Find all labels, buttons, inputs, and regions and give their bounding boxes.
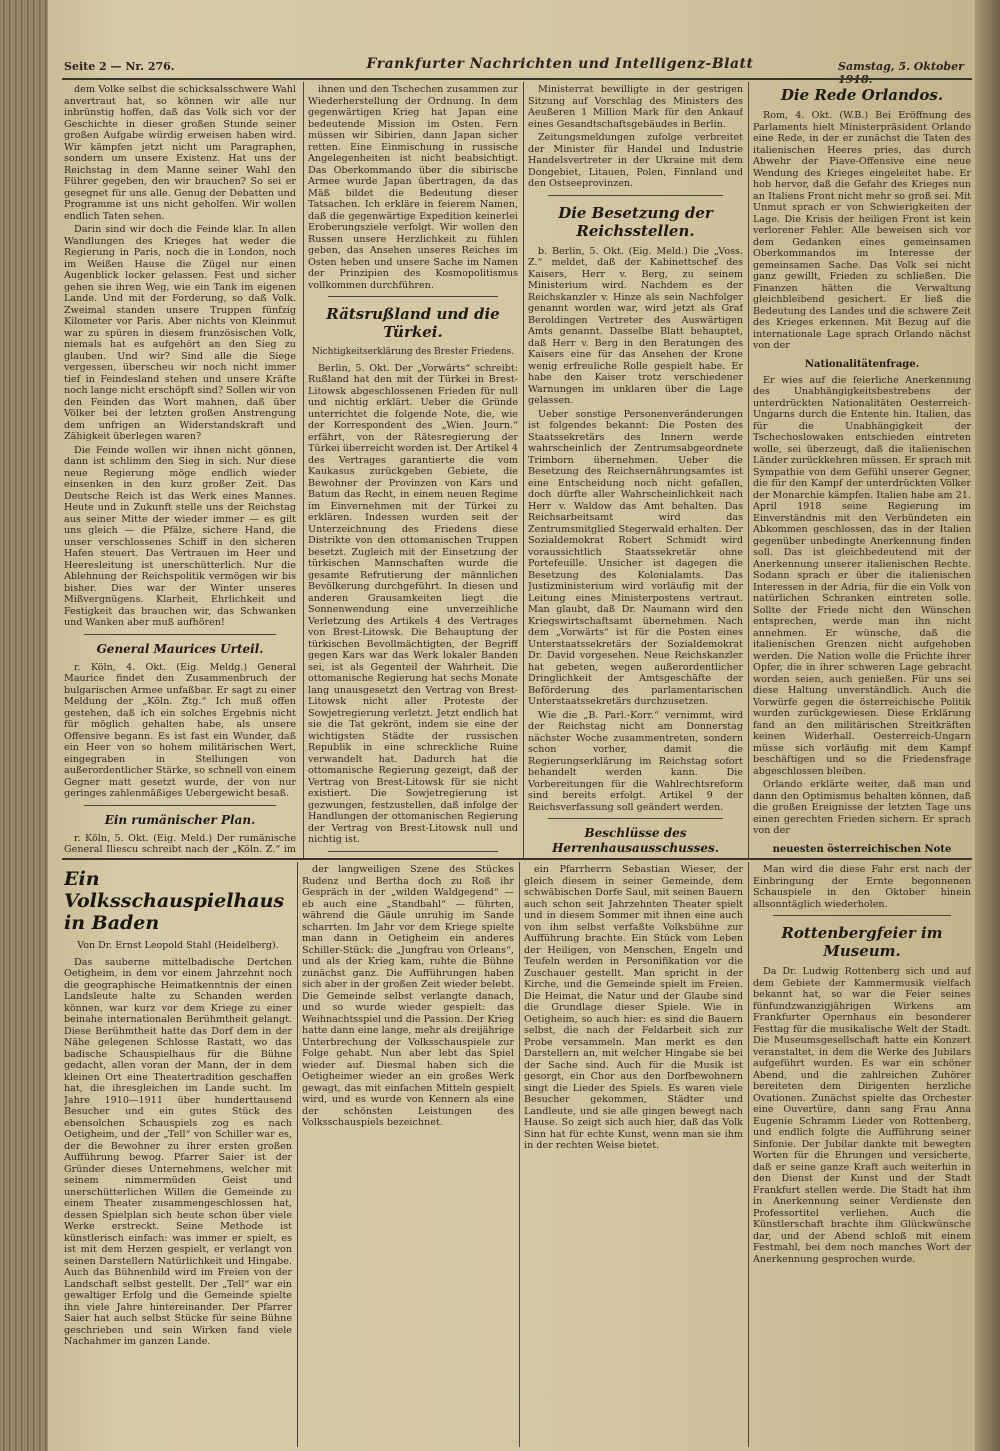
article-text: ein Pfarrherrn Sebastian Wieser, der gleich diesem in seiner Gemeinde, dem schwäbischen Dorfe Saul, mit seinen Bauern auch schon seit Jahrzehnten Theater spielt und in diesem Sommer mit ihnen eine auch von ihm selbst verfaßte Volksbühne zur Aufführung brachte. Ein Stück vom Leben der Heiligen, von Menschen, Engeln und Teufeln werden in Personifikation vor die Zuschauer gestellt. Man spricht in der Kirche, und die Gemeinde spielt im Freien. Die Heimat, die Natur und der Glaube sind die Grundlage dieser Spiele. Wie in Oetigheim, so auch hier: es sind die Bauern selbst, die nach der Feldarbeit sich zur Probe versammeln. Man merkt es den Darstellern an, mit welcher Hingabe sie bei der Sache sind. Auch für die Musik ist gesorgt, ein Chor aus den Dorfbewohnern singt die Lieder des Spiels. Es waren viele Besucher gekommen, Städter und Landleute, und sie alle gingen bewegt nach Hause. So zeigt sich auch hier, daß das Volk Sinn hat für echte Kunst, wenn man sie ihm in der rechten Weise bietet. [524,864,743,1151]
headline-rottenbergfeier: Rottenbergfeier im Museum. [781,924,943,960]
article-text: Man wird die diese Fahr erst nach der Einbringung der Ernte begonnenen Schauspiele in den Oktober hinein allsonntäglich wiederholen. [753,864,971,910]
article-text: Er wies auf die feierliche Anerkennung des Unabhängigkeitsbestrebens der unterdrückten Nationalitäten Oesterreich-Ungarns durch die Entente hin. Italien, das für die Unabhängigkeit der Tschechoslowaken entschieden eintreten wolle, sei überzeugt, daß die italienischen Länder zurückkehren müssen. Er sprach mit Sympathie von dem Gefühl unserer Gegner, die für den Kampf der unterdrückten Völker der Monarchie kämpfen. Italien habe am 21. April 1918 seine Regierung im Einverständnis mit den Verbündeten ein Abkommen geschlossen, das in der Italien gegenüber unbedingte Anerkennung finden soll. Das ist gleichbedeutend mit der Anerkennung unserer italienischen Rechte. Sodann sprach er über die italienischen Interessen in der Adria, für die ein Volk von natürlichen Schranken eintreten solle. Sollte der Friede nicht den Wünschen entsprechen, werde man ihn nicht annehmen. Er wünsche, daß die italienischen Grenzen nicht aufgehoben werden. Die Nation wolle die Früchte ihrer Opfer, die in ihrer schweren Lage gebracht worden seien, auch genießen. Für uns sei diese Haltung unverständlich. Auch die Vorwürfe gegen die österreichische Politik wurden zurückgewiesen. Diese Erklärung fand an den militärischen Streitkräften keinen Widerhall. Oesterreich-Ungarn müsse sich vorläufig mit dem Kampf beschäftigen und so die Friedensfrage abgeschlossen bleiben. [753,374,971,777]
article-text: Ministerrat bewilligte in der gestrigen Sitzung auf Vorschlag des Ministers des Aeußeren 1 Million Mark für den Ankauf eines Gesandtschaftsgebäudes in Berlin. [528,84,743,130]
subheadline-nationalitaetenfrage: Nationalitätenfrage. [804,358,920,370]
article-separator [548,195,723,196]
article-text: Berlin, 5. Okt. Der „Vorwärts“ schreibt: Rußland hat den mit der Türkei in Brest-Litowsk abgeschlossenen Frieden für null und nichtig erklärt. Ueber die Gründe unterrichtet die folgende Note, die, wie der Korrespondent des „Wien. Journ.“ erfährt, von der Rätesregierung der Türkei überreicht worden ist. Der Artikel 4 des Vertrages garantierte die vom Kaukasus zurückgeben Gebiete, die Bewohner der Provinzen von Kars und Batum das Recht, in einem neuen Regime im Einvernehmen mit der Türkei zu erklären. Indessen wurden seit der Unterzeichnung des Friedens diese Distrikte von den ottomanischen Truppen besetzt. Zugleich mit der Einsetzung der türkischen Mannschaften wurde die gesamte Refrutierung der männlichen Bevölkerung durchgeführt. In diesen und anderen Grausamkeiten liegt die Sonnenwendung eine unverzeihliche Verletzung des Artikels 4 des Vertrages von Brest-Litowsk. Die Behauptung der türkischen Bevollmächtigten, der Begriff gegen Kars war das Werk lokaler Banden sei, ist als Gegenteil der Wahrheit. Die ottomanische Regierung hat sechs Monate lang unausgesetzt den Vertrag von Brest-Litowsk nicht aller Proteste der Sowjetregierung verletzt. Jetzt endlich hat sie die Tat gekrönt, indem sie eine der wichtigsten Städte der russischen Republik in eine schreckliche Ruine verwandelt hat. Dadurch hat die ottomanische Regierung gezeigt, daß der Vertrag von Brest-Litowsk für sie nicht existiert. Die Sowjetregierung ist gezwungen, festzustellen, daß infolge der Handlungen der ottomanischen Regierung der Vertrag von Brest-Litowsk null und nichtig ist. [308,362,518,845]
article-text: r. Köln, 4. Okt. (Eig. Meldg.) General Maurice findet den Zusammenbruch der bulgarischen Armee unfaßbar. Er sagt zu einer Meldung der „Köln. Ztg.“ Ich muß offen gestehen, daß ich ein solches Ergebnis nicht für möglich gehalten habe, als unsere Offensive begann. Es ist fast ein Wunder, daß ein Heer von so hohem militärischen Wert, eingegraben in Stellungen von außerordentlicher Stärke, so schnell von einem Gegner matt gesetzt wurde, der von nur geringes zahlenmäßiges Uebergewicht besaß. [64,661,296,799]
article-separator [773,915,951,916]
headline-herrenhausausschuss: Beschlüsse des Herrenhausausschusses. [552,826,719,855]
article-text: Darin sind wir doch die Feinde klar. In allen Wandlungen des Krieges hat weder die Regierung in Paris, noch die in London, noch im Weißen Hause die Zügel nur einen Augenblick locker gelassen. Fest und sicher gehen sie ihren Weg, wie ein Tank im eigenen Lande. Und mit der Forderung, so daß Volk. Zweimal standen unsere Truppen fünfzig Kilometer vor Paris. Aber nichts von Kleinmut war zu spüren in diesem französischen Volk, niemals hat es aufgehört an den Sieg zu glauben. Und wir? Sind alle die Siege vergessen, überscheu wir noch nicht immer tief in Feindesland stehen und unsere Kräfte noch lange nicht erschöpft sind? Sollen wir von den Feinden das Wort mahnen, daß über Völker bei der letzten großen Anstrengung dem unfrigen an Widerstandskraft und Zähigkeit überlegen waren? [64,224,296,442]
headline-rede-orlandos: Die Rede Orlandos. [780,86,944,104]
feuilleton-column-4 [753,864,971,1444]
article-separator [84,634,276,635]
page-label: Seite 2 — Nr. 276. [64,60,175,73]
article-text: Zeitungsmeldungen zufolge verbreitet der Minister für Handel und Industrie Handelsvertreter in der Ukraine mit dem Dongebiet, Litauen, Polen, Finnland und den Ostseeprovinzen. [528,132,743,189]
column-1 [64,84,296,856]
headline-besetzung-reichsstellen: Die Besetzung der Reichsstellen. [558,203,713,240]
headline-volksschauspielhaus: Ein Volksschauspielhaus in Baden [64,868,285,934]
headline-rumaenischer-plan: Ein rumänischer Plan. [104,812,256,827]
column-rule [523,82,524,858]
article-separator [548,818,723,819]
article-separator [328,851,498,852]
feuilleton-column-3 [524,864,743,1444]
column-2 [308,84,518,856]
article-text: Wie die „B. Parl.-Korr.“ vernimmt, wird der Reichstag nicht am Donnerstag nächster Woche zusammentreten, sondern schon vorher, damit die Regierungserklärung im Reichstag sofort behandelt werden kann. Die Vorbereitungen für die Wahlrechtsreform sind bereits erfolgt. Artikel 9 der Reichsverfassung soll geändert werden. [528,709,743,813]
article-text: ihnen und den Tschechen zusammen zur Wiederherstellung der Ordnung. In dem gegenwärtigen Krieg hat Japan eine bedeutende Mission im Osten. Fern müssen wir Sibirien, dann Japan sicher retten. Eine Einmischung in russische Angelegenheiten ist nicht beabsichtigt. Das Oberkommando über die sibirische Armee wurde Japan übertragen, da das Mäß bildet die Bedeutung dieser Tatsachen. Ich erkläre in feierem Namen, daß die gegenwärtige Expedition keinerlei Eroberungsziele verfolgt. Wir wollen den Russen unsere Herzlichkeit zu fühlen geben, das Ansehen unseres Reiches im Osten heben und unsere Sache im Namen der Prinzipien des Kosmopolitismus vollkommen durchführen. [308,84,518,291]
article-text: b. Berlin, 5. Okt. (Eig. Meld.) Die „Voss. Z.“ meldet, daß der Kabinettschef des Kaisers, Herr v. Berg, zu seinem Ministerium wird. Nachdem es der Reichskanzler v. Hinze als sein Nachfolger genannt worden war, wird jetzt als Graf Beroldingen Vertreter des Auswärtigen Amts genannt. Dasselbe Blatt behauptet, daß Herr v. Berg in den Beratungen des Kaisers eine für das Ansehen der Krone wenig erfreuliche Rolle gespielt habe. Er habe den Kaiser trotz verschiedener Warnungen im unklaren über die Lage gelassen. [528,245,743,406]
column-rule [748,862,749,1447]
article-text: der langweiligen Szene des Stückes Rudenz und Bertha doch zu Roß ihr Gespräch in der „wilden Waldgegend“ — eb auch eine „Standbahl“ — führten, während die Gäule unruhig im Sande scharrten. Im Jahr vor dem Kriege spielte man dann in Oetigheim ein anderes Schiller-Stück: die „Jungfrau von Orleans“, und als der Krieg kam, ruhte die Bühne zunächst ganz. Die Aufführungen haben sich aber in der großen Zeit wieder belebt. Die Gemeinde selbst verlangte danach, und so wurde wieder gespielt: das Weihnachtsspiel und die Passion. Der Krieg hatte dann eine lange, mehr als dreijährige Unterbrechung der Volksschauspiele zur Folge gehabt. Nun aber lebt das Spiel wieder auf. Diesmal haben sich die Oetigheimer wieder an ein großes Werk gewagt, das mit einfachen Mitteln gespielt wird, und es wurde von Kennern als eine der schönsten Leistungen des Volksschauspiels bezeichnet. [302,864,514,1128]
article-text: Rom, 4. Okt. (W.B.) Bei Eröffnung des Parlaments hielt Ministerpräsident Orlando eine Rede, in der er zunächst die Taten des italienischen Heeres pries, das durch Abwehr der Piave-Offensive eine neue Wendung des Krieges eingeleitet habe. Er hob hervor, daß die Gefahr des Krieges nun an Italiens Front nicht mehr so groß sei. Mit Unmut sprach er von Schwierigkeiten der Lage. Die Krisis der heiligen Front ist kein verlorener Fehler. Alle beweisen sich vor dem Gedanken eines gemeinsamen Oberkommandos im Interesse der gemeinsamen Sache. Das Volk sei nicht ganz gewillt, Frieden zu schließen. Die Finanzen hätten die Verwaltung gleichbleibend gesichert. Er ließ die Bedeutung des Landes und die schwere Zeit des Krieges erkennen. Mit Bezug auf die internationale Lage sprach Orlando nächst von der [753,110,971,351]
article-text: r. Köln, 5. Okt. (Eig. Meld.) Der rumänische General Iliescu schreibt nach der „Köln. Z.“ im [64,832,296,855]
column-rule [303,82,304,858]
feuilleton-column-2 [302,864,514,1444]
byline: Von Dr. Ernst Leopold Stahl (Heidelberg). [77,940,279,951]
masthead: Frankfurter Nachrichten und Intelligenz-Blatt [366,56,754,72]
article-separator [328,296,498,297]
header-rule [62,78,972,80]
column-rule [519,862,520,1447]
issue-date: Samstag, 5. Oktober [838,60,964,73]
article-text: dem Volke selbst die schicksalsschwere Wahl anvertraut hat, so können wir alle nur inbrünstig hoffen, daß das Volk sich vor der Geschichte in dieser großen Stunde seiner großen Aufgabe würdig erweisen haben wird. Wir kämpfen jetzt nicht um Paragraphen, sondern um unsere Existenz. Hat uns der Reichstag in dem Manne seiner Wahl den Führer gegeben, den wir brauchen? So sei er gesegnet für uns alle. Genug der Debatten und Programme ist uns nicht geholfen. Wir wollen endlich Taten sehen. [64,84,296,222]
column-4 [753,84,971,856]
page-edge [975,0,1000,1451]
headline-maurice: General Maurices Urteil. [96,641,264,656]
article-text: Die Feinde wollen wir ihnen nicht gönnen, dann ist schlimm den Sieg in sich. Nur diese neue Regierung möge endlich wieder einsenken in den kurz großer Zeit. Das Deutsche Reich ist das Werk eines Mannes. Heute und in Zukunft stelle uns der Reichstag aus seiner Mitte der wieder immer — es gilt uns gleich — die Pfälze, sichere Hand, die unser verschlossenes Schiff in den sicheren Hafen steuert. Das Vertrauen im Heer und Heeresleitung ist unerschütterlich. Nur die Ablehnung der Reichspolitik vermögen wir bis bisher. Dies war der Winter unseres Mißvergnügens. Klarheit, Ehrlichkeit und Festigkeit das brauchen wir, das Schwanken und Wanken aber muß aufhören! [64,444,296,628]
feuilleton-column-1 [64,864,292,1444]
article-text: Orlando erklärte weiter, daß man und dann den Optimismus behalten können, daß die großen Ereignisse der letzten Tage uns einen gerechten Frieden sichern. Er sprach von der [753,779,971,836]
book-binding [0,0,48,1451]
article-text: Da Dr. Ludwig Rottenberg sich und auf dem Gebiete der Kammermusik vielfach bekannt hat, so war die Feier seines fünfundzwanzigjährigen Wirkens am Frankfurter Opernhaus ein besonderer Festtag für die musikalische Welt der Stadt. Die Museumsgesellschaft hatte ein Konzert veranstaltet, in dem die Werke des Jubilars aufgeführt wurden. Es war ein schöner Abend, und die zahlreichen Zuhörer bereiteten dem Dirigenten herzliche Ovationen. Zunächst spielte das Orchester eine Ouvertüre, dann sang Frau Anna Eugenie Schramm Lieder von Rottenberg, und endlich folgte die Aufführung seiner Sinfonie. Der Jubilar dankte mit bewegten Worten für die Ehrungen und versicherte, daß er seine ganze Kraft auch weiterhin in den Dienst der Kunst und der Stadt Frankfurt stellen werde. Die Stadt hat ihm in Anerkennung seiner Verdienste den Professortitel verliehen. Auch die Künstlerschaft brachte ihm Glückwünsche dar, und der Abend schloß mit einem Festmahl, bei dem noch manches Wort der Anerkennung gesprochen wurde. [753,966,971,1265]
article-separator [84,805,276,806]
column-rule [748,82,749,858]
subheadline-note: neuesten österreichischen Note [772,843,952,855]
article-text: Das sauberne mittelbadische Dertchen Oetigheim, in dem vor einem Jahrzehnt noch die geographische Heimatkenntnis der einen Landsleute halte zu Schanden werden können, war kurz vor dem Kriege zu einer beinahe internationalen Berühmtheit gelangt. Diese Berühmtheit hatte das Dorf dem in der Nähe gelegenen Schlosse Rastatt, wo das badische Schauspielhaus für die Bühne gedacht, allen voran der Mann, der in dem kleinen Ort eine Theatertradition geschaffen hat, die ihresgleichen im Lande sucht. Im Jahre 1910—1911 über hunderttausend Besucher und ein gutes Stück des ebensolchen Schauspiels zog es nach Oetigheim, und der „Tell“ von Schiller war es, der die Bewohner zu ihrer ersten großen Aufführung bewog. Pfarrer Saier ist der Gründer dieses Unternehmens, welcher mit seinem nimmermüden Geist und unerschütterlichen Willen die Gemeinde zu einem Theater zusammengeschlossen hat, dessen Spielplan sich heute schon über viele Werke erstreckt. Seine Methode ist künstlerisch einfach: was immer er spielt, es ist mit dem Herzen gespielt, er verlangt von seinen Darstellern Natürlichkeit und Hingabe. Auch das Bühnenbild wird im Freien von der Landschaft selbst gestellt. Der „Tell“ war ein gewaltiger Erfolg und die Gemeinde spielte ihn viele Jahre hintereinander. Der Pfarrer Saier hat auch selbst Stücke für seine Bühne geschrieben und sein Wirken fand viele Nachahmer im ganzen Lande. [64,956,292,1347]
column-rule [297,862,298,1447]
column-3 [528,84,743,856]
section-rule [62,858,972,860]
subheadline: Nichtigkeitserklärung des Brester Friedens. [311,347,515,357]
article-text: Ueber sonstige Personenveränderungen ist folgendes bekannt: Die Posten des Staatssekretärs des Innern werde wahrscheinlich der Zentrumsabgeordnete Trimborn übernehmen. Ueber die Besetzung des Reichsernährungsamtes ist eine Entscheidung noch nicht gefallen, doch dürfte aller Wahrscheinlichkeit nach Herr v. Waldow das Amt behalten. Das Reichsarbeitsamt wird das Zentrumsmitglied Stegerwald erhalten. Der Sozialdemokrat Robert Schmidt wird voraussichtlich Staatssekretär ohne Portefeuille. Unsicher ist dagegen die Besetzung des Kolonialamts. Das Justizministerium wird vorläufig mit der Leitung eines Ministerpostens vertraut. Man glaubt, daß Dr. Naumann wird den Kriegswirtschaftsamt übernehmen. Nach dem „Vorwärts“ ist für die Posten eines Unterstaatssekretärs der Sozialdemokrat Dr. David vorgesehen. Neue Reichskanzler hat gebeten, wegen außerordentlicher Dringlichkeit der Amtsgeschäfte der Beförderung des parlamentarischen Unterstaatssekretärs durchzusetzen. [528,408,743,707]
headline-raetsrussland-tuerkei: Rätsrußland und die Türkei. [326,305,500,341]
